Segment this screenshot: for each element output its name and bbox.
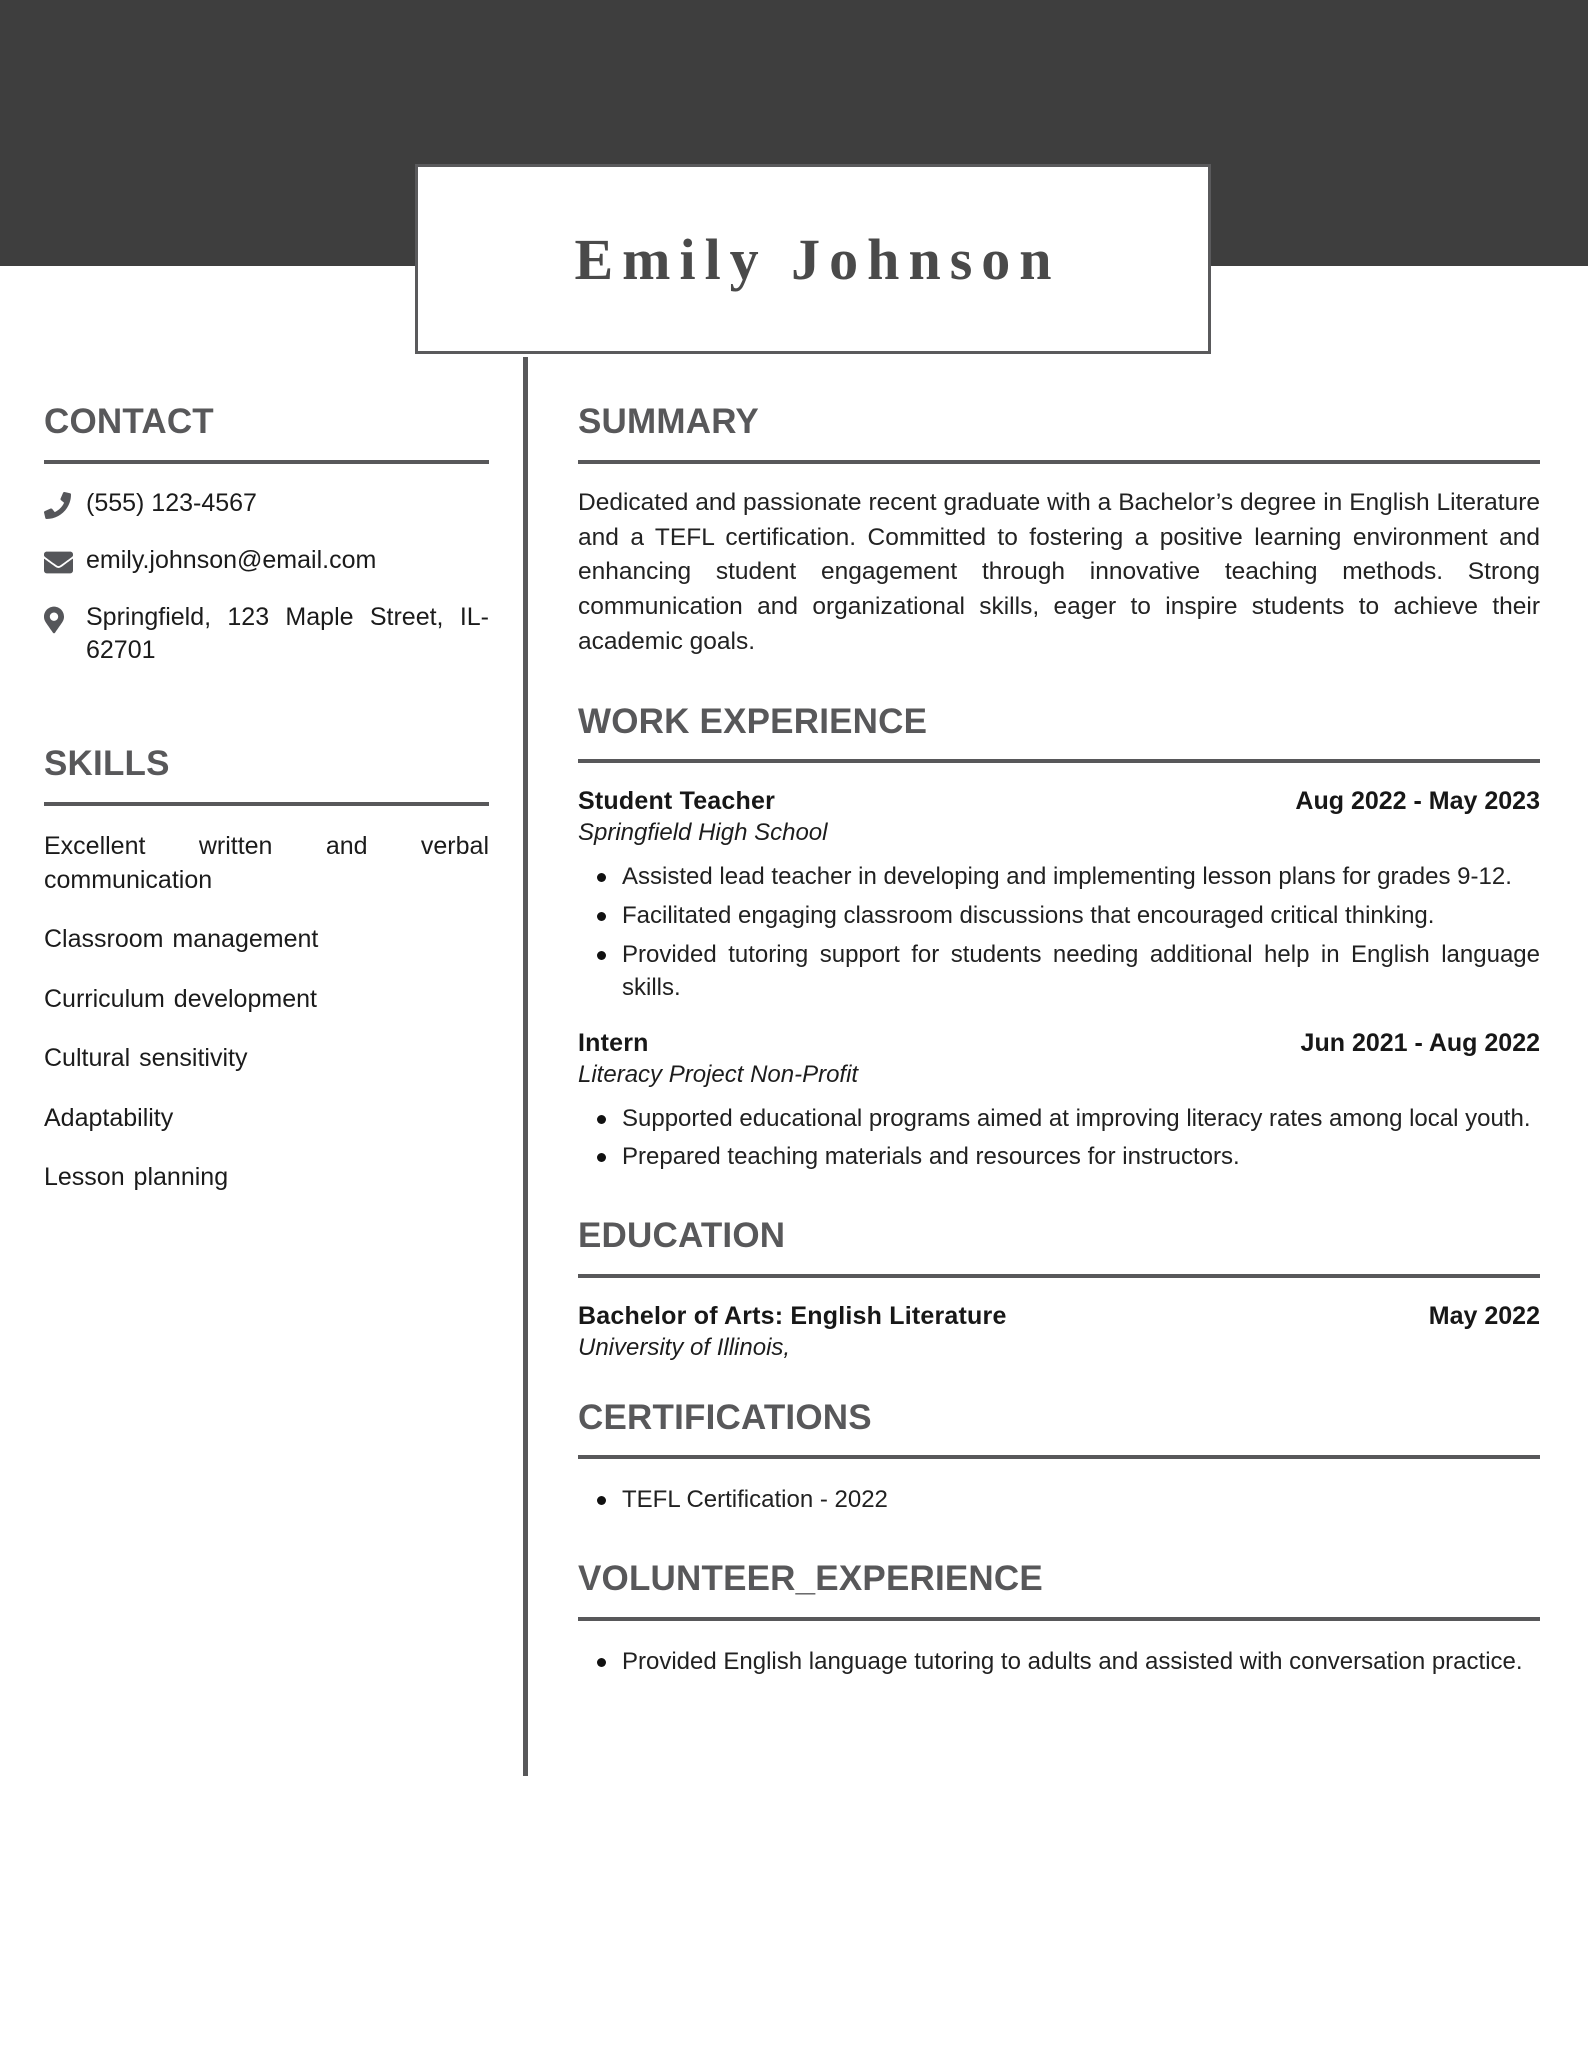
skills-section: [44, 746, 489, 1194]
page-title: Emily Johnson: [574, 226, 1061, 292]
volunteer-experience-list: [578, 1645, 1540, 1679]
education-entry: [578, 1302, 1540, 1362]
section-spacer: [578, 1174, 1540, 1218]
list-item: Provided tutoring support for students needing additional help in English language skills.: [578, 938, 1540, 1005]
summary-text: Dedicated and passionate recent graduate with a Bachelor’s degree in English Literature and a TEFL certification. Committed to fostering a positive learning environment and enhancing student engagement through innovative teaching methods. Strong communication and organizational skills, eager to inspire students to achieve their academic goals.: [578, 488, 1540, 655]
left-column: [44, 404, 489, 1195]
list-item: Facilitated engaging classroom discussions that encouraged critical thinking.: [578, 899, 1540, 933]
list-item: Adaptability: [44, 1103, 174, 1132]
volunteer-experience-section: [578, 1561, 1540, 1678]
work-experience-section: [578, 701, 1540, 1174]
phone-icon: [44, 487, 86, 521]
left-column-spacer: [44, 690, 489, 746]
contact-list: [44, 487, 489, 668]
work-entry-date: Aug 2022 - May 2023: [1295, 787, 1540, 816]
work-entry-organization: Springfield High School: [578, 819, 828, 847]
certifications-list: [578, 1483, 1540, 1517]
work-entry-bullets: [578, 1102, 1540, 1174]
name-box: [415, 164, 1211, 354]
work-entry-date: Jun 2021 - Aug 2022: [1300, 1028, 1540, 1057]
column-divider: [523, 357, 528, 1776]
skills-list: [44, 830, 489, 1195]
certifications-section: [578, 1397, 1540, 1517]
map-marker-icon: [44, 601, 86, 635]
education-heading: EDUCATION: [578, 1215, 786, 1255]
list-item: Assisted lead teacher in developing and implementing lesson plans for grades 9-12.: [578, 860, 1540, 894]
summary-heading: SUMMARY: [578, 402, 759, 441]
right-column: [578, 404, 1540, 1678]
volunteer-experience-heading-rule: [578, 1617, 1540, 1621]
skills-heading: SKILLS: [44, 744, 170, 784]
skills-heading-rule: [44, 802, 489, 806]
section-spacer: [578, 1362, 1540, 1400]
contact-heading: CONTACT: [44, 402, 214, 441]
summary-heading-rule: [578, 460, 1540, 464]
certifications-heading: CERTIFICATIONS: [578, 1397, 872, 1437]
list-item: Excellent written and verbal communication: [44, 832, 489, 894]
list-item: Cultural sensitivity: [44, 1044, 248, 1072]
list-item: Provided English language tutoring to adults and assisted with conversation practice.: [578, 1645, 1540, 1679]
work-entry-organization: Literacy Project Non-Profit: [578, 1060, 859, 1088]
contact-item-phone[interactable]: [44, 487, 489, 521]
work-entry-header: [578, 787, 1540, 816]
education-entry-header: [578, 1302, 1540, 1331]
contact-item-email[interactable]: [44, 544, 489, 578]
work-entry: [578, 787, 1540, 1004]
work-experience-heading: WORK EXPERIENCE: [578, 701, 928, 741]
work-entry-header: [578, 1029, 1540, 1058]
work-entry: [578, 1029, 1540, 1174]
education-entry-institution: University of Illinois,: [578, 1333, 791, 1361]
education-entry-date: May 2022: [1428, 1301, 1540, 1330]
section-spacer: [578, 1517, 1540, 1561]
summary-section: [578, 404, 1540, 660]
contact-address-value: Springfield, 123 Maple Street, IL-62701: [86, 602, 489, 664]
education-entry-degree: Bachelor of Arts: English Literature: [578, 1301, 1007, 1330]
list-item: Prepared teaching materials and resources for instructors.: [578, 1140, 1540, 1174]
list-item: Classroom management: [44, 925, 319, 953]
work-entry-title: Intern: [578, 1028, 649, 1057]
contact-email-value: emily.johnson@email.com: [86, 545, 377, 574]
contact-heading-rule: [44, 460, 489, 464]
education-section: [578, 1215, 1540, 1362]
list-item: Supported educational programs aimed at improving literacy rates among local youth.: [578, 1102, 1540, 1136]
contact-section: [44, 404, 489, 667]
list-item: Curriculum development: [44, 984, 317, 1013]
volunteer-experience-heading: VOLUNTEER_EXPERIENCE: [578, 1559, 1043, 1599]
contact-item-address[interactable]: [44, 601, 489, 668]
list-item: Lesson planning: [44, 1163, 229, 1191]
work-entry-title: Student Teacher: [578, 787, 776, 816]
envelope-icon: [44, 544, 86, 578]
education-heading-rule: [578, 1274, 1540, 1278]
certifications-heading-rule: [578, 1455, 1540, 1459]
list-item: TEFL Certification - 2022: [578, 1483, 1540, 1517]
work-experience-heading-rule: [578, 759, 1540, 763]
work-entry-bullets: [578, 860, 1540, 1004]
section-spacer: [578, 660, 1540, 704]
contact-phone-value: (555) 123-4567: [86, 488, 257, 517]
